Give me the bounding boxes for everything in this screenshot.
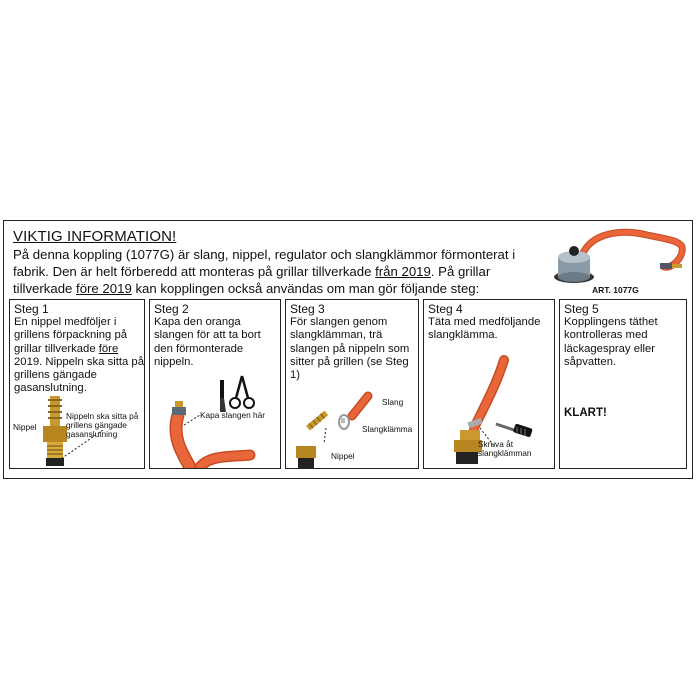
step-5 [559, 299, 687, 469]
step-1-emphasis: före [98, 342, 119, 355]
hose-clamp-icon [339, 415, 349, 429]
product-art-label: ART. 1077G [592, 285, 639, 295]
step-5-text: Kopplingens täthet kontrolleras med läckagespray eller såpvatten. [564, 316, 658, 368]
step-1-text-a: En nippel medföljer i grillens förpackning på grillar tillverkade [14, 316, 128, 355]
intro-part-3: kan kopplingen också användas om man gör följande steg: [131, 281, 480, 296]
info-panel [3, 220, 693, 479]
intro-part-1: På denna koppling (1077G) är slang, nippel, regulator och slangklämmor förmonterat i fabrik. Den är helt förberedd att monteras på grillar tillverkade [13, 247, 516, 279]
step-3-text: För slangen genom slangklämman, trä slangen på nippeln som sitter på grillen (se Steg 1) [290, 316, 410, 382]
step-4-title: Steg 4 [428, 302, 463, 316]
step-1 [9, 299, 145, 469]
step-2-label-cut: Kapa slangen här [200, 410, 266, 420]
step-3-label-nippel: Nippel [331, 451, 355, 461]
step-4-text: Täta med medföljande slangklämma. [428, 316, 541, 342]
intro-emphasis-1: från 2019 [375, 264, 431, 279]
step-5-title: Steg 5 [564, 302, 599, 316]
intro-part-2: . På grillar tillverkade [13, 264, 491, 296]
step-5-done: KLART! [564, 407, 607, 419]
step-1-label-note: Nippeln ska sitta på grillens gängade gasanslutning [66, 411, 139, 439]
step-3 [285, 299, 419, 469]
intro-text [13, 246, 533, 297]
step-2-title: Steg 2 [154, 302, 189, 316]
step-3-title: Steg 3 [290, 302, 325, 316]
step-4 [423, 299, 555, 469]
step-2 [149, 299, 281, 469]
page-title: VIKTIG INFORMATION! [13, 228, 177, 245]
screwdriver-icon [496, 423, 533, 437]
step-3-label-slang: Slang [382, 397, 404, 407]
step-1-text [14, 316, 144, 396]
step-1-title: Steg 1 [14, 302, 49, 316]
step-3-label-klamma: Slangklämma [362, 424, 413, 434]
step-2-text: Kapa den oranga slangen för att ta bort den förmonterade nippeln. [154, 316, 261, 368]
step-1-label-nippel: Nippel [13, 422, 37, 432]
step-4-label-screw: Skruva åt slangklämman [478, 439, 532, 458]
intro-emphasis-2: före 2019 [76, 281, 132, 296]
scissors-icon [228, 376, 256, 410]
step-1-text-b: 2019. Nippeln ska sitta på grillens gängade gasanslutning. [14, 355, 144, 395]
